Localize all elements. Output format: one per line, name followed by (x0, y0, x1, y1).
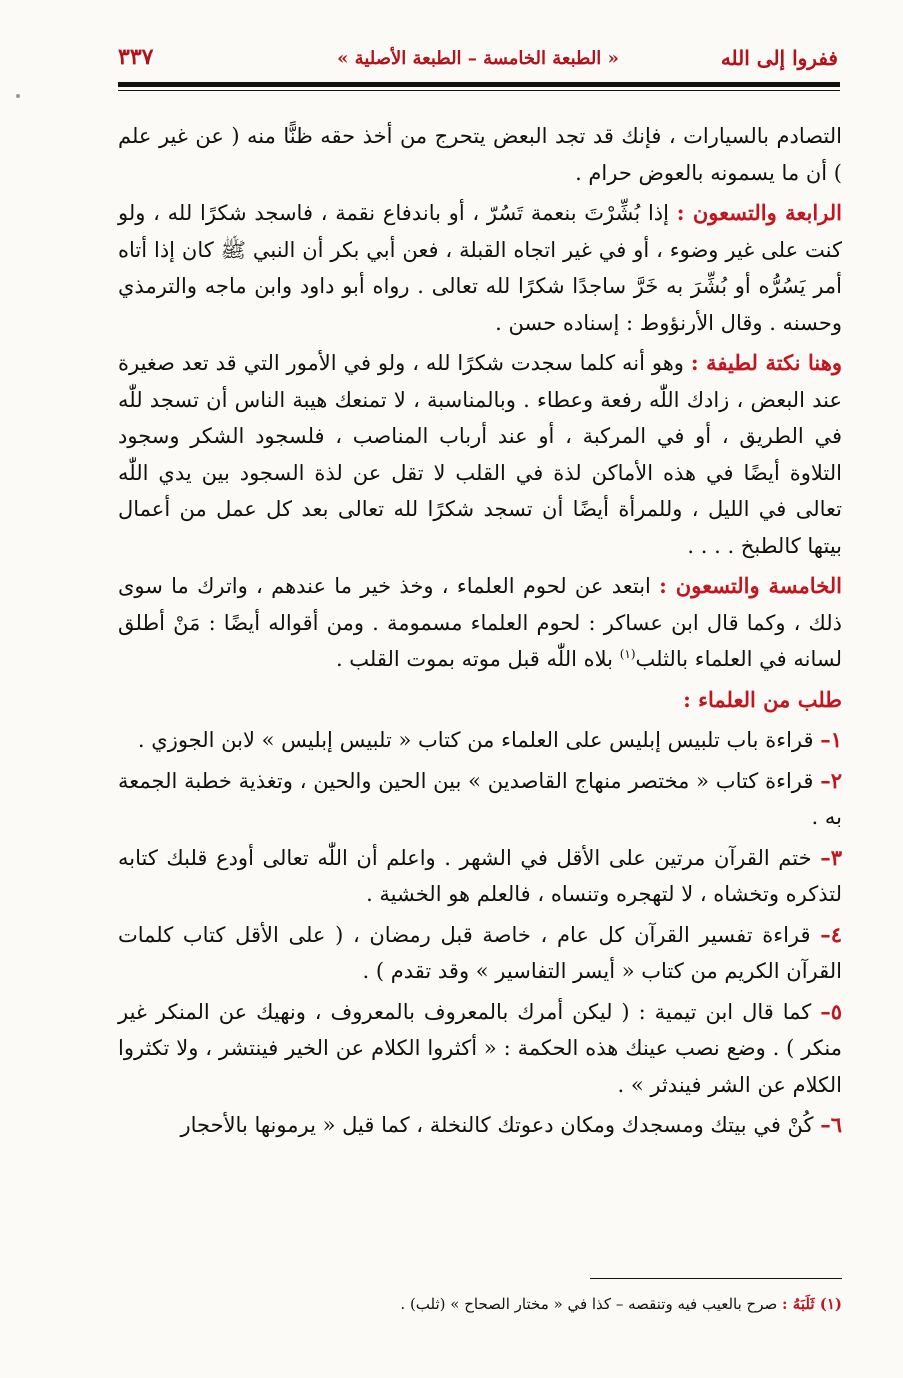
note-text: وهو أنه كلما سجدت شكرًا لله ، ولو في الأمور التي قد تعد صغيرة عند البعض ، زادك اللّٰه رفعة وعطاء . وبالمناسبة ، لا تمنعك هيبة الناس أن تسجد للّٰه في الطريق ، أو في المركبة ، أو عند أرباب المناصب ، فلسجود الشكر وسجود التلاوة أيضًا في هذه الأماكن لذة في القلب لا تقل عن لذة السجود بين يدي اللّٰه تعالى في الليل ، وللمرأة أيضًا أن تسجد شكرًا لله تعالى بعد كل عمل من أعمال بيتها كالطبخ . . . . (118, 351, 842, 558)
footnote (118, 1294, 842, 1314)
main-text (118, 118, 842, 1148)
paragraph-95 (118, 568, 842, 678)
footnote-ref[interactable]: (١) (619, 647, 636, 661)
item-number: ٤– (820, 921, 842, 947)
item-text: كُنْ في بيتك ومسجدك ومكان دعوتك كالنخلة ، كما قيل « يرمونها بالأحجار (180, 1113, 814, 1137)
item-number: ٢– (820, 767, 842, 793)
paragraph-note (118, 345, 842, 564)
item-text: قراءة تفسير القرآن كل عام ، خاصة قبل رمضان ، ( على الأقل كتاب كلمات القرآن الكريم من كتاب « أيسر التفاسير » وقد تقدم ) . (118, 922, 842, 983)
list-item (118, 1107, 842, 1144)
list-item (118, 917, 842, 990)
footnote-text: صرح بالعيب فيه وتنقصه – كذا في « مختار الصحاح » (ثلب) . (400, 1295, 778, 1313)
list-item (118, 994, 842, 1104)
item-text: قراءة باب تلبيس إبليس على العلماء من كتاب « تلبيس إبليس » لابن الجوزي . (137, 728, 814, 752)
paragraph-94 (118, 195, 842, 341)
rule-text-94: إذا بُشِّرْتَ بنعمة تَسُرّ ، أو باندفاع نقمة ، فاسجد شكرًا لله ، ولو كنت على غير وضوء ، أو في غير اتجاه القبلة ، فعن أبي بكر أن النبي ﷺ كان إذا أتاه أمر يَسُرُّه أو بُشِّرَ به خَرَّ ساجدًا شكرًا لله تعالى . رواه أبو داود وابن ماجه والترمذي وحسنه . وقال الأرنؤوط : إسناده حسن . (118, 201, 842, 335)
rule-label-95: الخامسة والتسعون : (659, 573, 842, 598)
rule-text-95a: ابتعد عن لحوم العلماء ، وخذ خير ما عندهم ، واترك ما سوى ذلك ، وكما قال ابن عساكر : لحوم العلماء مسمومة . ومن أقواله أيضًا : مَنْ أطلق لسانه في العلماء بالثلب (118, 574, 842, 671)
item-number: ٥– (820, 998, 842, 1024)
item-number: ٦– (820, 1112, 842, 1137)
list-item (118, 840, 842, 913)
edition-label: « الطبعة الخامسة – الطبعة الأصلية » (337, 48, 619, 69)
footnote-rule (590, 1278, 842, 1279)
rule-label-94: الرابعة والتسعون : (676, 200, 842, 225)
section-heading: طلب من العلماء : (683, 686, 842, 712)
item-text: كما قال ابن تيمية : ( ليكن أمرك بالمعروف بالمعروف ، ونهيك عن المنكر غير منكر ) . وضع نصب عينك هذه الحكمة : « أكثروا الكلام عن الخير فينتشر ، ولا تكثروا الكلام عن الشر فيندثر » . (118, 999, 842, 1097)
paragraph-1: التصادم بالسيارات ، فإنك قد تجد البعض يتحرج من أخذ حقه ظنًّا منه ( عن غير علم ) أن ما يسمونه بالعوض حرام . (118, 124, 842, 185)
page-number: ٣٣٧ (118, 44, 154, 70)
note-label: وهنا نكتة لطيفة : (690, 350, 842, 375)
item-text: قراءة كتاب « مختصر منهاج القاصدين » بين الحين والحين ، وتغذية خطبة الجمعة به . (118, 768, 842, 829)
footnote-mark: (١) ثَلَبَهُ : (782, 1295, 842, 1313)
item-number: ١– (820, 727, 842, 752)
header-rule-thin (118, 90, 840, 91)
rule-text-95b: بلاه اللّٰه قبل موته بموت القلب . (335, 647, 613, 671)
item-number: ٣– (820, 844, 842, 870)
header-rule-thick (118, 82, 840, 87)
page-header (118, 40, 838, 76)
margin-speck (16, 94, 20, 98)
list-item (118, 763, 842, 836)
item-text: ختم القرآن مرتين على الأقل في الشهر . واعلم أن اللّٰه تعالى أودع قلبك كتابه لتذكره وتخشاه ، لا لتهجره وتنساه ، فالعلم هو الخشية . (118, 845, 842, 906)
running-title: ففروا إلى الله (720, 46, 838, 70)
list-item (118, 722, 842, 759)
